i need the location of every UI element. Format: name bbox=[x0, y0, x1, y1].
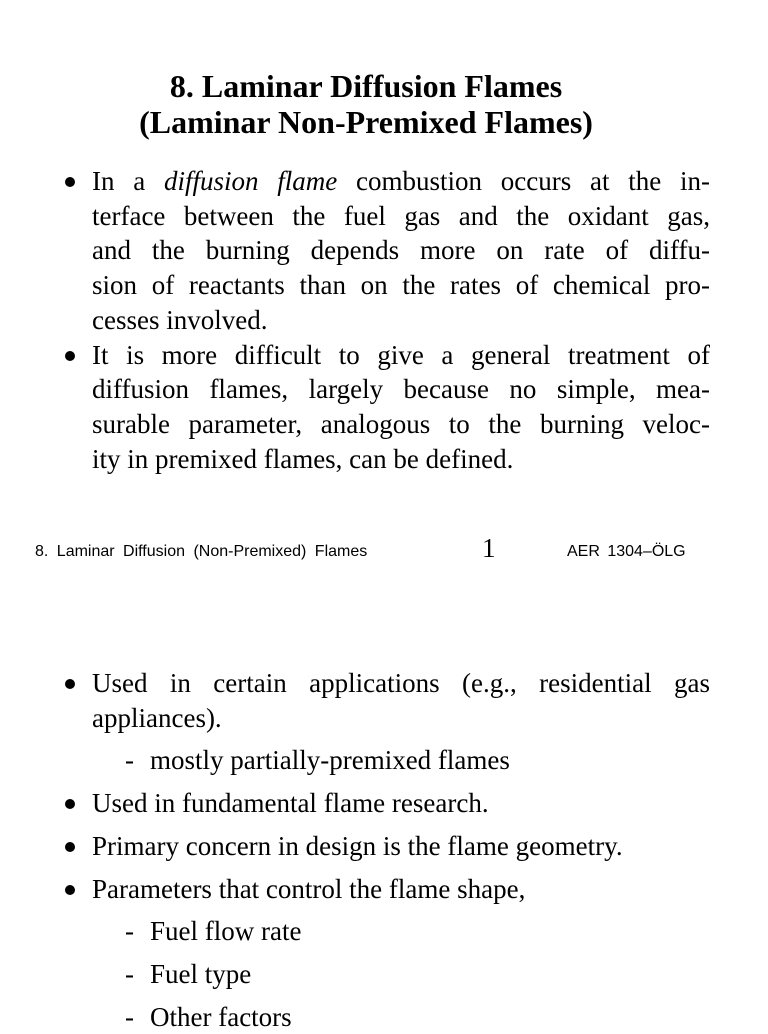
bullet-item-applications bbox=[60, 666, 710, 735]
text-line: It is more difficult to give a general treatment of bbox=[92, 339, 710, 370]
sub-item-partially-premixed bbox=[60, 743, 710, 778]
text-line: surable parameter, analogous to the burning veloc- bbox=[92, 408, 710, 439]
text-line bbox=[92, 164, 710, 199]
sub-item-fuel-type bbox=[60, 957, 710, 992]
text-line: and the burning depends more on rate of diffu- bbox=[92, 235, 710, 266]
text-line: cesses involved. bbox=[92, 304, 268, 335]
title-line-2: (Laminar Non-Premixed Flames) bbox=[139, 104, 593, 140]
bullet-dot-icon bbox=[65, 885, 75, 895]
sub-item-text: mostly partially-premixed flames bbox=[150, 745, 510, 776]
bullet-dot-icon bbox=[65, 177, 75, 187]
bullet-item-parameters bbox=[60, 872, 710, 907]
text-line: terface between the fuel gas and the oxidant gas, bbox=[92, 200, 710, 231]
dash-marker: - bbox=[125, 1001, 134, 1032]
bullet-dot-icon bbox=[65, 351, 75, 361]
bullet-text: Parameters that control the flame shape, bbox=[92, 873, 526, 904]
bullet-item-diffusion-flame bbox=[60, 164, 710, 338]
text-line: Used in certain applications (e.g., residential gas bbox=[92, 668, 710, 698]
sub-item-fuel-flow-rate bbox=[60, 914, 710, 949]
dash-marker: - bbox=[125, 916, 134, 947]
bullet-list bbox=[60, 666, 710, 1034]
slide-title bbox=[0, 68, 732, 140]
bullet-text bbox=[92, 164, 710, 338]
footer-course-code: AER 1304–ÖLG bbox=[567, 543, 686, 560]
text-line: sion of reactants than on the rates of chemical pro- bbox=[92, 270, 710, 301]
page-footer bbox=[0, 533, 768, 569]
dash-marker: - bbox=[125, 745, 134, 776]
bullet-text bbox=[92, 666, 710, 735]
bullet-item-general-treatment bbox=[60, 338, 710, 477]
slide-page-2 bbox=[0, 580, 768, 1032]
text-segment: In a bbox=[92, 166, 164, 196]
bullet-text bbox=[92, 338, 710, 477]
text-segment: combustion occurs at the in- bbox=[337, 166, 710, 196]
bullet-item-design-concern bbox=[60, 829, 710, 864]
dash-marker: - bbox=[125, 958, 134, 989]
sub-item-text: Fuel type bbox=[150, 958, 252, 989]
bullet-dot-icon bbox=[65, 842, 75, 852]
emphasis-term: diffusion flame bbox=[164, 166, 338, 196]
bullet-item-research bbox=[60, 786, 710, 821]
sub-item-text: Fuel flow rate bbox=[150, 916, 302, 947]
text-line: appliances). bbox=[92, 702, 222, 733]
footer-chapter-title: 8. Laminar Diffusion (Non-Premixed) Flames bbox=[35, 543, 368, 560]
bullet-text: Used in fundamental flame research. bbox=[92, 788, 489, 819]
bullet-list bbox=[60, 164, 710, 476]
sub-item-other-factors bbox=[60, 1000, 710, 1034]
bullet-dot-icon bbox=[65, 679, 75, 689]
bullet-text: Primary concern in design is the flame geometry. bbox=[92, 830, 623, 861]
text-line: diffusion flames, largely because no simple, mea- bbox=[92, 374, 710, 405]
sub-item-text: Other factors bbox=[150, 1001, 292, 1032]
footer-page-number: 1 bbox=[482, 533, 496, 563]
text-line: ity in premixed flames, can be defined. bbox=[92, 443, 514, 474]
bullet-dot-icon bbox=[65, 799, 75, 809]
title-line-1: 8. Laminar Diffusion Flames bbox=[169, 68, 563, 104]
